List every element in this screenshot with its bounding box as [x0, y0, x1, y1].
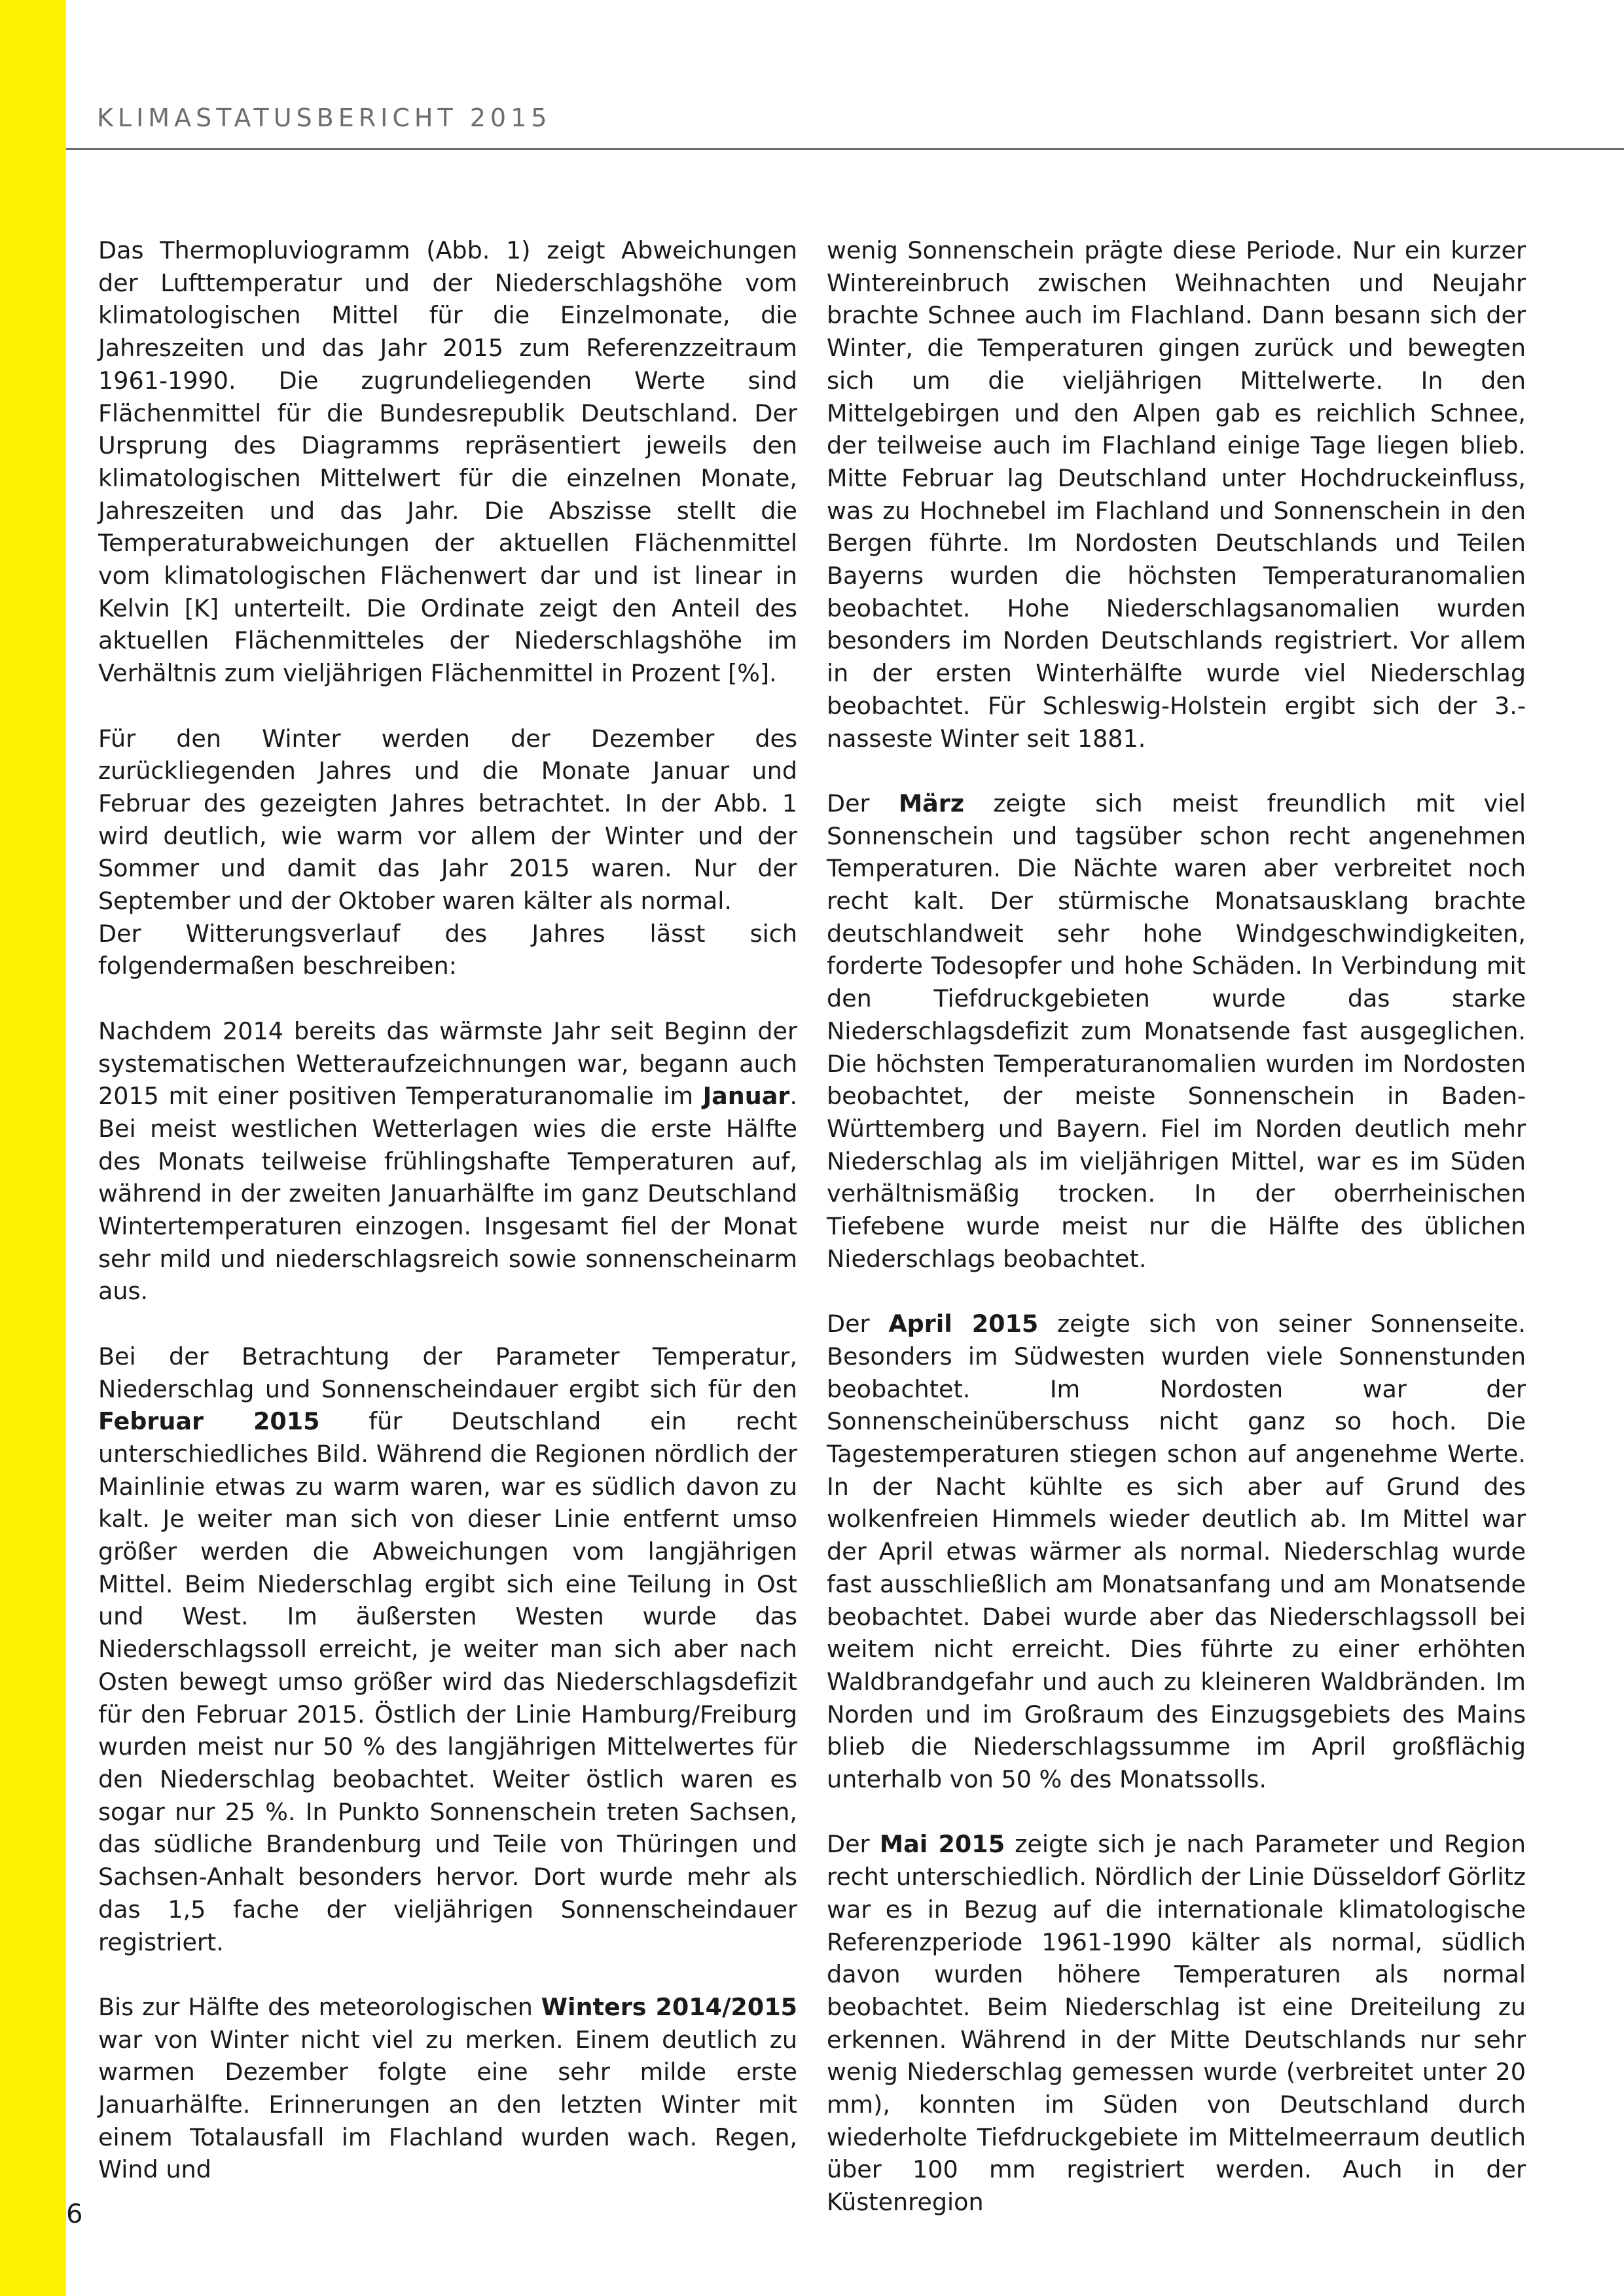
page-number: 6	[66, 2199, 83, 2229]
left-text-column	[98, 234, 797, 2186]
keyword-januar: Januar	[702, 1082, 790, 1111]
keyword-maerz: März	[898, 789, 965, 817]
running-header-title: KLIMASTATUSBERICHT 2015	[97, 103, 552, 132]
keyword-april: April 2015	[888, 1310, 1039, 1338]
right-text-column	[827, 234, 1526, 2219]
paragraph-winter-definition: Für den Winter werden der Dezember des zurückliegenden Jahres und die Monate Januar und Februar des gezeigten Jahres betrachtet. In der Abb. 1 wird deutlich, wie warm vor allem der Winter und der Sommer und damit das Jahr 2015 waren. Nur der September und der Oktober waren kälter als normal.	[98, 724, 797, 916]
keyword-mai: Mai 2015	[879, 1830, 1005, 1859]
keyword-februar: Februar 2015	[98, 1407, 320, 1436]
paragraph-witterungsverlauf: Der Witterungsverlauf des Jahres lässt sich folgendermaßen beschreiben:	[98, 919, 797, 980]
paragraph-mai: Der Mai 2015 zeigte sich je nach Parameter und Region recht unterschiedlich. Nördlich der Linie Düsseldorf Görlitz war es in Bezug auf die internationale klimatologische Referenzperiode 1961-1990 kälter als normal, südlich davon wurden höhere Temperaturen als normal beobachtet. Beim Niederschlag ist eine Dreiteilung zu erkennen. Während in der Mitte Deutschlands nur sehr wenig Niederschlag gemessen wurde (verbreitet unter 20 mm), konnten im Süden von Deutschland durch wiederholte Tiefdruckgebiete im Mittelmeerraum deutlich über 100 mm registriert werden. Auch in der Küstenregion	[827, 1830, 1526, 2217]
paragraph-winter-continued: wenig Sonnenschein prägte diese Periode. Nur ein kurzer Wintereinbruch zwischen Weihnachten und Neujahr brachte Schnee auch im Flachland. Dann besann sich der Winter, die Temperaturen gingen zurück und bewegten sich um die vieljährigen Mittelwerte. In den Mittelgebirgen und den Alpen gab es reichlich Schnee, der teilweise auch im Flachland einige Tage liegen blieb. Mitte Februar lag Deutschland unter Hochdruckeinfluss, was zu Hochnebel im Flachland und Sonnenschein in den Bergen führte. Im Nordosten Deutschlands und Teilen Bayerns wurden die höchsten Temperaturanomalien beobachtet. Hohe Niederschlagsanomalien wurden besonders im Norden Deutschlands registriert. Vor allem in der ersten Winterhälfte wurde viel Niederschlag beobachtet. Für Schleswig-Holstein ergibt sich der 3.-nasseste Winter seit 1881.	[827, 236, 1526, 753]
paragraph-februar: Bei der Betrachtung der Parameter Temperatur, Niederschlag und Sonnenscheindauer ergibt sich für den Februar 2015 für Deutschland ein recht unterschiedliches Bild. Während die Regionen nördlich der Mainlinie etwas zu warm waren, war es südlich davon zu kalt. Je weiter man sich von dieser Linie entfernt umso größer werden die Abweichungen vom langjährigen Mittel. Beim Niederschlag ergibt sich eine Teilung in Ost und West. Im äußersten Westen wurde das Niederschlagssoll erreicht, je weiter man sich aber nach Osten bewegt umso größer wird das Niederschlagsdefizit für den Februar 2015. Östlich der Linie Hamburg/Freiburg wurden meist nur 50 % des langjährigen Mittelwertes für den Niederschlag beobachtet. Weiter östlich waren es sogar nur 25 %. In Punkto Sonnenschein treten Sachsen, das südliche Brandenburg und Teile von Thüringen und Sachsen-Anhalt besonders hervor. Dort wurde mehr als das 1,5 fache der vieljährigen Sonnenscheindauer registriert.	[98, 1342, 797, 1956]
paragraph-winter: Bis zur Hälfte des meteorologischen Winters 2014/2015 war von Winter nicht viel zu merken. Einem deutlich zu warmen Dezember folgte eine sehr milde erste Januarhälfte. Erinnerungen an den letzten Winter mit einem Totalausfall im Flachland wurden wach. Regen, Wind und	[98, 1992, 797, 2184]
header-divider	[66, 148, 1624, 150]
keyword-winter: Winters 2014/2015	[541, 1992, 797, 2021]
paragraph-april: Der April 2015 zeigte sich von seiner Sonnenseite. Besonders im Südwesten wurden viele Sonnenstunden beobachtet. Im Nordosten war der Sonnenscheinüberschuss nicht ganz so hoch. Die Tagestemperaturen stiegen schon auf angenehme Werte. In der Nacht kühlte es sich aber auf Grund des wolkenfreien Himmels wieder deutlich ab. Im Mittel war der April etwas wärmer als normal. Niederschlag wurde fast ausschließlich am Monatsanfang und am Monatsende beobachtet. Dabei wurde aber das Niederschlagssoll bei weitem nicht erreicht. Dies führte zu einer erhöhten Waldbrandgefahr und auch zu kleineren Waldbränden. Im Norden und im Großraum des Einzugsgebiets des Mains blieb die Niederschlagssumme im April großflächig unterhalb von 50 % des Monatssolls.	[827, 1310, 1526, 1794]
paragraph-thermopluviogramm: Das Thermopluviogramm (Abb. 1) zeigt Abweichungen der Lufttemperatur und der Niederschlagshöhe vom klimatologischen Mittel für die Einzelmonate, die Jahreszeiten und das Jahr 2015 zum Referenzzeitraum 1961-1990. Die zugrundeliegenden Werte sind Flächenmittel für die Bundesrepublik Deutschland. Der Ursprung des Diagramms repräsentiert jeweils den klimatologischen Mittelwert für die einzelnen Monate, Jahreszeiten und das Jahr. Die Abszisse stellt die Temperaturabweichungen der aktuellen Flächenmittel vom klimatologischen Flächenwert dar und ist linear in Kelvin [K] unterteilt. Die Ordinate zeigt den Anteil des aktuellen Flächenmitteles der Niederschlagshöhe im Verhältnis zum vieljährigen Flächenmittel in Prozent [%].	[98, 236, 797, 688]
paragraph-januar: Nachdem 2014 bereits das wärmste Jahr seit Beginn der systematischen Wetteraufzeichnungen war, begann auch 2015 mit einer positiven Temperaturanomalie im Januar. Bei meist westlichen Wetterlagen wies die erste Hälfte des Monats teilweise frühlingshafte Temperaturen auf, während in der zweiten Januarhälfte im ganz Deutschland Wintertemperaturen einzogen. Insgesamt fiel der Monat sehr mild und niederschlagsreich sowie sonnenscheinarm aus.	[98, 1016, 797, 1306]
yellow-accent-bar	[0, 0, 66, 2296]
paragraph-maerz: Der März zeigte sich meist freundlich mit viel Sonnenschein und tagsüber schon recht angenehmen Temperaturen. Die Nächte waren aber verbreitet noch recht kalt. Der stürmische Monatsausklang brachte deutschlandweit sehr hohe Windgeschwindigkeiten, forderte Todesopfer und hohe Schäden. In Verbindung mit den Tiefdruckgebieten wurde das starke Niederschlagsdefizit zum Monatsende fast ausgeglichen. Die höchsten Temperaturanomalien wurden im Nordosten beobachtet, der meiste Sonnenschein in Baden-Württemberg und Bayern. Fiel im Norden deutlich mehr Niederschlag als im vieljährigen Mittel, war es im Süden verhältnismäßig trocken. In der oberrheinischen Tiefebene wurde meist nur die Hälfte des üblichen Niederschlags beobachtet.	[827, 789, 1526, 1273]
